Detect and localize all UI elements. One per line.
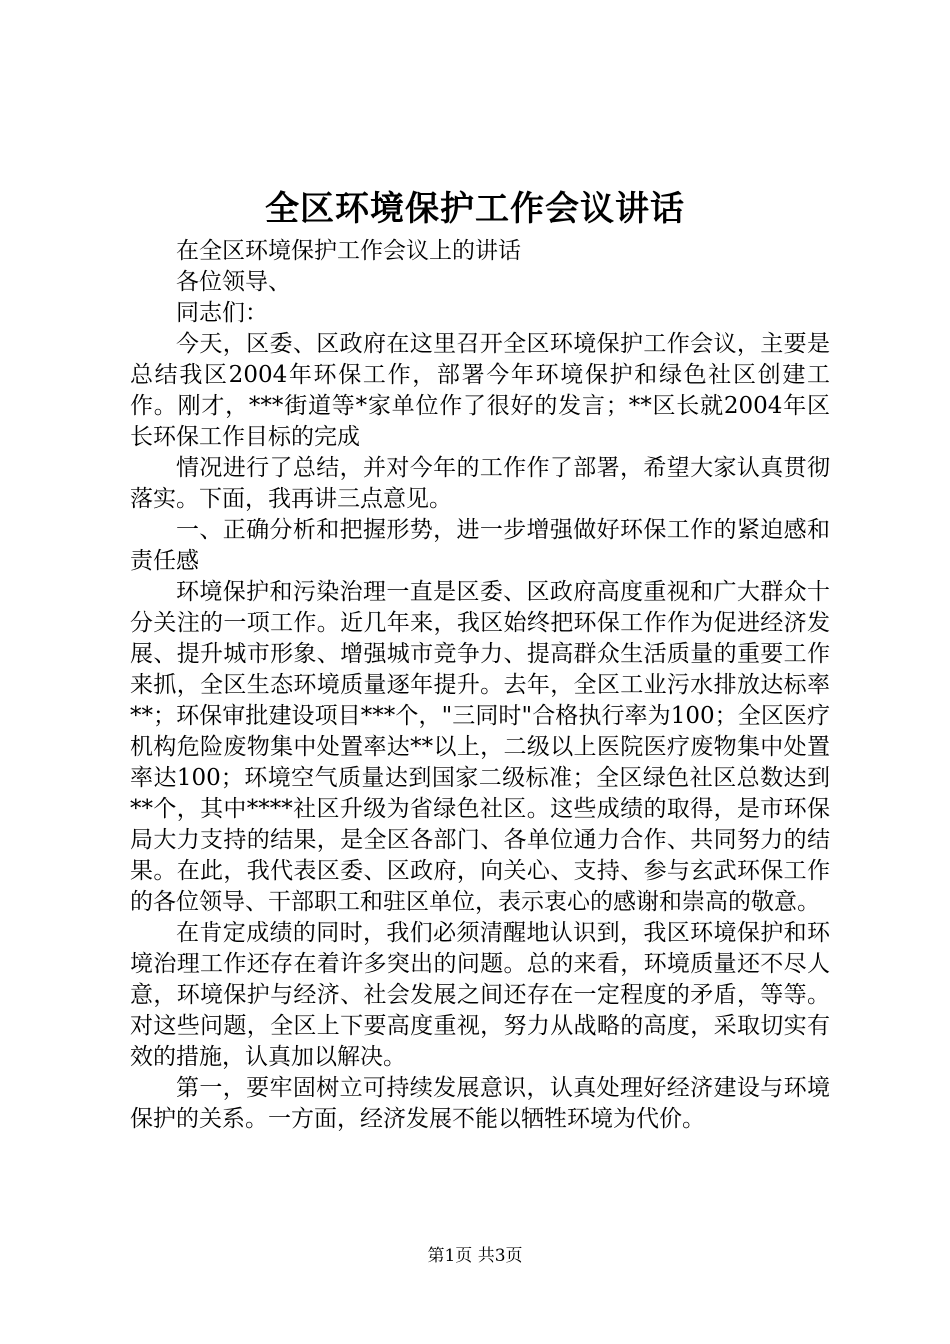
salutation-comrades: 同志们：	[176, 300, 268, 326]
paragraph: 在肯定成绩的同时，我们必须清醒地认识到，我区环境保护和环境治理工作还存在着许多突出的问题。总的来看，环境质量还不尽人意，环境保护与经济、社会发展之间还存在一定程度的矛盾，等等。对这些问题，全区上下要高度重视，努力从战略的高度，采取切实有效的措施，认真加以解决。	[130, 920, 830, 1070]
paragraph: 第一，要牢固树立可持续发展意识，认真处理好经济建设与环境保护的关系。一方面，经济发展不能以牺牲环境为代价。	[130, 1075, 830, 1132]
speech-subtitle: 在全区环境保护工作会议上的讲话	[176, 238, 521, 264]
document-body	[130, 236, 830, 1135]
paragraph: 情况进行了总结，并对今年的工作作了部署，希望大家认真贯彻落实。下面，我再讲三点意见。	[130, 455, 830, 512]
salutation-leaders: 各位领导、	[176, 269, 291, 295]
page-number-footer: 第1页 共3页	[427, 1246, 523, 1266]
paragraph: 今天，区委、区政府在这里召开全区环境保护工作会议，主要是总结我区2004年环保工作，部署今年环境保护和绿色社区创建工作。刚才，***街道等*家单位作了很好的发言；**区长就2004年区长环保工作目标的完成	[130, 331, 830, 450]
section-heading: 一、正确分析和把握形势，进一步增强做好环保工作的紧迫感和责任感	[130, 517, 830, 574]
document-title: 全区环境保护工作会议讲话	[265, 189, 685, 229]
paragraph: 环境保护和污染治理一直是区委、区政府高度重视和广大群众十分关注的一项工作。近几年来，我区始终把环保工作作为促进经济发展、提升城市形象、增强城市竞争力、提高群众生活质量的重要工作来抓，全区生态环境质量逐年提升。去年，全区工业污水排放达标率**；环保审批建设项目***个，"三同时"合格执行率为100；全区医疗机构危险废物集中处置率达**以上，二级以上医院医疗废物集中处置率达100；环境空气质量达到国家二级标准；全区绿色社区总数达到**个，其中****社区升级为省绿色社区。这些成绩的取得，是市环保局大力支持的结果，是全区各部门、各单位通力合作、共同努力的结果。在此，我代表区委、区政府，向关心、支持、参与玄武环保工作的各位领导、干部职工和驻区单位，表示衷心的感谢和崇高的敬意。	[130, 579, 830, 915]
